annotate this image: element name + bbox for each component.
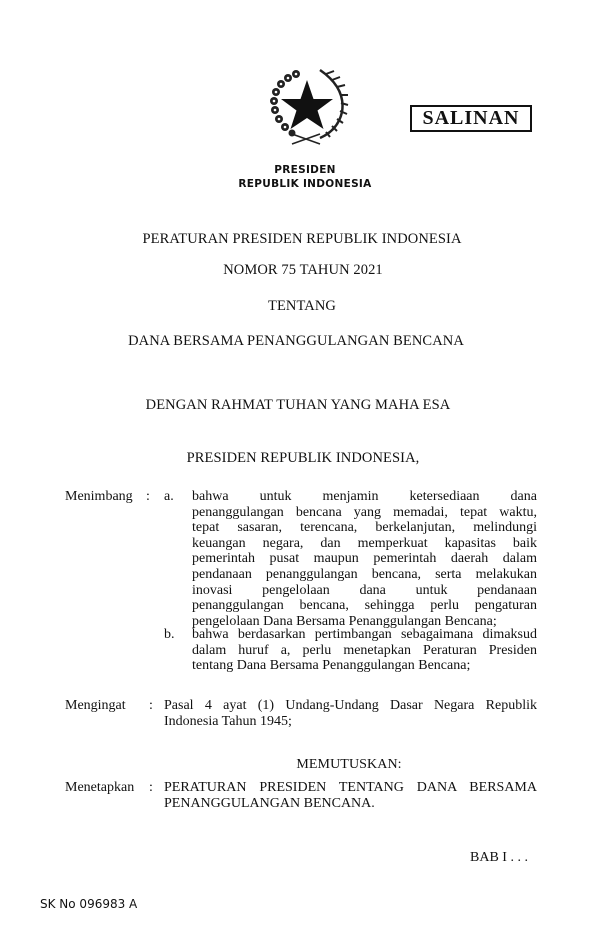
text-line: Pasal 4 ayat (1) Undang-Undang Dasar Negara Republik xyxy=(164,698,537,713)
text-line: tentang Dana Bersama Penanggulangan Bencana; xyxy=(192,658,471,674)
text-line: inovasi pengelolaan dana untuk pendanaan xyxy=(192,582,537,598)
mengingat-text xyxy=(164,698,537,729)
text-line: keuangan negara, dan memperkuat kapasitas baik xyxy=(192,535,537,551)
item-b-marker: b. xyxy=(164,627,175,642)
issuer-label xyxy=(200,163,410,191)
text-line: PERATURAN PRESIDEN TENTANG DANA BERSAMA xyxy=(164,780,537,795)
menimbang-label: Menimbang xyxy=(65,489,133,504)
text-line: pengelolaan Dana Bersama Penanggulangan Bencana; xyxy=(192,613,497,629)
mengingat-colon: : xyxy=(149,698,153,713)
mengingat-label: Mengingat xyxy=(65,698,126,713)
regulation-number: NOMOR 75 TAHUN 2021 xyxy=(223,262,383,278)
regulation-title: PERATURAN PRESIDEN REPUBLIK INDONESIA xyxy=(142,231,462,247)
text-line: pemerintah pusat maupun pemerintah daerah dalam xyxy=(192,551,537,567)
menimbang-colon: : xyxy=(146,489,150,504)
next-page-catchword: BAB I . . . xyxy=(470,850,528,865)
text-line: Indonesia Tahun 1945; xyxy=(164,713,292,729)
menetapkan-text xyxy=(164,780,537,811)
item-a-marker: a. xyxy=(164,489,174,504)
tentang-label: TENTANG xyxy=(268,298,336,314)
menimbang-item-b xyxy=(192,627,537,674)
text-line: pendanaan penanggulangan bencana, serta melakukan xyxy=(192,566,537,582)
text-line: PENANGGULANGAN BENCANA. xyxy=(164,795,375,811)
menetapkan-colon: : xyxy=(149,780,153,795)
memutuskan-heading: MEMUTUSKAN: xyxy=(296,757,402,772)
serial-number: SK No 096983 A xyxy=(40,897,138,911)
text-line: tepat sasaran, terencana, berkelanjutan, melindungi xyxy=(192,520,537,536)
text-line: bahwa berdasarkan pertimbangan sebagaimana dimaksud xyxy=(192,627,537,642)
text-line: penanggulangan bencana yang memadai, tepat waktu, xyxy=(192,504,537,520)
text-line: bahwa untuk menjamin ketersediaan dana xyxy=(192,489,537,504)
issuer-line-1: PRESIDEN xyxy=(274,164,336,176)
salinan-stamp: SALINAN xyxy=(410,105,532,132)
issuer-line-2: REPUBLIK INDONESIA xyxy=(238,178,372,190)
invocation: DENGAN RAHMAT TUHAN YANG MAHA ESA xyxy=(145,397,451,413)
authority-line: PRESIDEN REPUBLIK INDONESIA, xyxy=(186,450,420,466)
menimbang-item-a xyxy=(192,489,537,629)
text-line: dalam huruf a, perlu menetapkan Peraturan Presiden xyxy=(192,642,537,658)
text-line: penanggulangan bencana, sehingga perlu pengaturan xyxy=(192,598,537,614)
garuda-star-emblem-icon xyxy=(262,66,352,146)
menetapkan-label: Menetapkan xyxy=(65,780,135,795)
regulation-subject: DANA BERSAMA PENANGGULANGAN BENCANA xyxy=(128,333,464,349)
